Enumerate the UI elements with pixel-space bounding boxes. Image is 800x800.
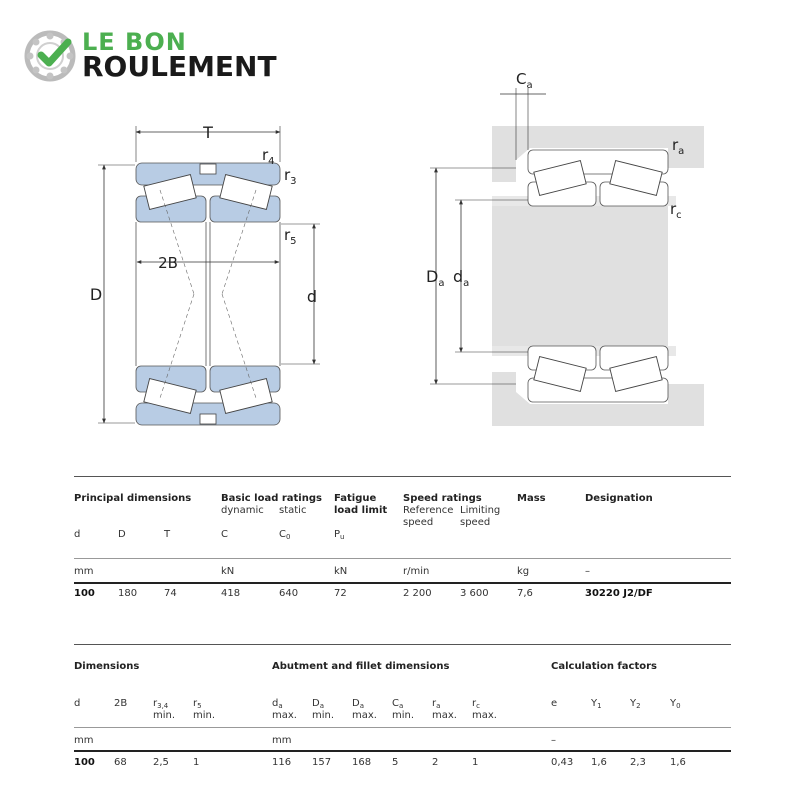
table2-top-rule xyxy=(74,644,731,645)
row-mass: 7,6 xyxy=(517,588,533,599)
table1-row-rule xyxy=(74,582,731,584)
unit2-mm-1: mm xyxy=(74,735,94,746)
th-fatigue-1: Fatigue xyxy=(334,493,377,504)
sym-C: C xyxy=(221,529,228,540)
th-designation: Designation xyxy=(585,493,653,504)
row-designation: 30220 J2/DF xyxy=(585,588,653,599)
row2-rc: 1 xyxy=(472,757,479,768)
th-fatigue-2: load limit xyxy=(334,505,388,516)
row-D: 180 xyxy=(118,588,138,599)
sym2-Y1: $Y_1$ xyxy=(591,698,602,710)
row-d: 100 xyxy=(74,588,95,599)
sym-Pu: $P_u$ xyxy=(334,529,345,541)
table1-top-rule xyxy=(74,476,731,477)
row2-Y1: 1,6 xyxy=(591,757,607,768)
th-abutment: Abutment and fillet dimensions xyxy=(272,661,450,672)
label-d: d xyxy=(306,287,318,306)
sym2-da: $d_a$ xyxy=(272,698,283,710)
sym2-d: d xyxy=(74,698,81,709)
label-2B: 2B xyxy=(158,254,178,272)
row2-Y2: 2,3 xyxy=(630,757,646,768)
row-ref-speed: 2 200 xyxy=(403,588,432,599)
brand-line1: LE BON xyxy=(82,28,187,56)
th-basic: Basic load ratings xyxy=(221,493,322,504)
label-r4: $r_4$ xyxy=(262,146,275,167)
label-r5: $r_5$ xyxy=(284,226,297,247)
sym2-e: e xyxy=(551,698,558,709)
brand-logo xyxy=(24,28,304,88)
label-Ca: $C_a$ xyxy=(516,70,533,91)
th-speed: Speed ratings xyxy=(403,493,482,504)
th-basic-static: static xyxy=(279,505,307,516)
unit2-mm-2: mm xyxy=(272,735,292,746)
table2-mid-rule xyxy=(74,727,731,728)
sym2-Ca-note: min. xyxy=(392,710,415,721)
bearing-drawings xyxy=(0,70,800,440)
th-speed-lim-2: speed xyxy=(460,517,491,528)
row-T: 74 xyxy=(164,588,177,599)
sym2-rc-note: max. xyxy=(472,710,497,721)
th-speed-ref-1: Reference xyxy=(403,505,454,516)
label-ra: $r_a$ xyxy=(672,136,685,157)
sym-d: d xyxy=(74,529,81,540)
row2-d: 100 xyxy=(74,757,95,768)
row-C0: 640 xyxy=(279,588,299,599)
row2-Y0: 1,6 xyxy=(670,757,686,768)
table1-mid-rule xyxy=(74,558,731,559)
label-D: D xyxy=(89,285,103,304)
row2-Ca: 5 xyxy=(392,757,399,768)
row2-ra: 2 xyxy=(432,757,439,768)
row-lim-speed: 3 600 xyxy=(460,588,489,599)
row2-Da-max: 168 xyxy=(352,757,372,768)
unit-mm: mm xyxy=(74,566,94,577)
row-Pu: 72 xyxy=(334,588,347,599)
sym2-rc: $r_c$ xyxy=(472,698,480,710)
sym-T: T xyxy=(164,529,171,540)
row2-da: 116 xyxy=(272,757,292,768)
sym2-r5-note: min. xyxy=(193,710,216,721)
sym-C0: $C_0$ xyxy=(279,529,291,541)
sym-D: D xyxy=(118,529,126,540)
sym2-r34-note: min. xyxy=(153,710,176,721)
sym2-Da-min-note: min. xyxy=(312,710,335,721)
label-da: $d_a$ xyxy=(453,267,470,289)
sym2-r34: $r_{3,4}$ xyxy=(153,698,169,710)
label-r3: $r_3$ xyxy=(284,166,297,187)
row2-r5: 1 xyxy=(193,757,200,768)
sym2-Y0: $Y_0$ xyxy=(670,698,681,710)
row2-2B: 68 xyxy=(114,757,127,768)
th-dimensions: Dimensions xyxy=(74,661,140,672)
th-speed-lim-1: Limiting xyxy=(460,505,501,516)
sym2-ra: $r_a$ xyxy=(432,698,441,710)
unit-rmin: r/min xyxy=(403,566,430,577)
label-T: T xyxy=(203,123,213,142)
th-calc: Calculation factors xyxy=(551,661,657,672)
sym2-Da-min: $D_a$ xyxy=(312,698,324,710)
label-rc: $r_c$ xyxy=(670,200,682,221)
sym2-2B: 2B xyxy=(114,698,128,709)
sym2-Da-max: $D_a$ xyxy=(352,698,364,710)
sym2-Ca: $C_a$ xyxy=(392,698,404,710)
unit2-dash: – xyxy=(551,735,556,746)
th-mass: Mass xyxy=(517,493,546,504)
row2-Da-min: 157 xyxy=(312,757,332,768)
sym2-Y2: $Y_2$ xyxy=(630,698,641,710)
unit-kg: kg xyxy=(517,566,530,577)
sym2-ra-note: max. xyxy=(432,710,457,721)
th-speed-ref-2: speed xyxy=(403,517,434,528)
label-Da: $D_a$ xyxy=(426,267,445,289)
row2-r34: 2,5 xyxy=(153,757,169,768)
th-principal: Principal dimensions xyxy=(74,493,192,504)
sym2-Da-max-note: max. xyxy=(352,710,377,721)
brand-line2: ROULEMENT xyxy=(82,50,277,83)
sym2-r5: $r_5$ xyxy=(193,698,202,710)
table2-row-rule xyxy=(74,750,731,752)
unit-dash: – xyxy=(585,566,590,577)
unit-kN-1: kN xyxy=(221,566,235,577)
row2-e: 0,43 xyxy=(551,757,574,768)
row-C: 418 xyxy=(221,588,241,599)
th-basic-dynamic: dynamic xyxy=(221,505,264,516)
mounting-section-right xyxy=(430,88,704,426)
sym2-da-note: max. xyxy=(272,710,297,721)
unit-kN-2: kN xyxy=(334,566,348,577)
